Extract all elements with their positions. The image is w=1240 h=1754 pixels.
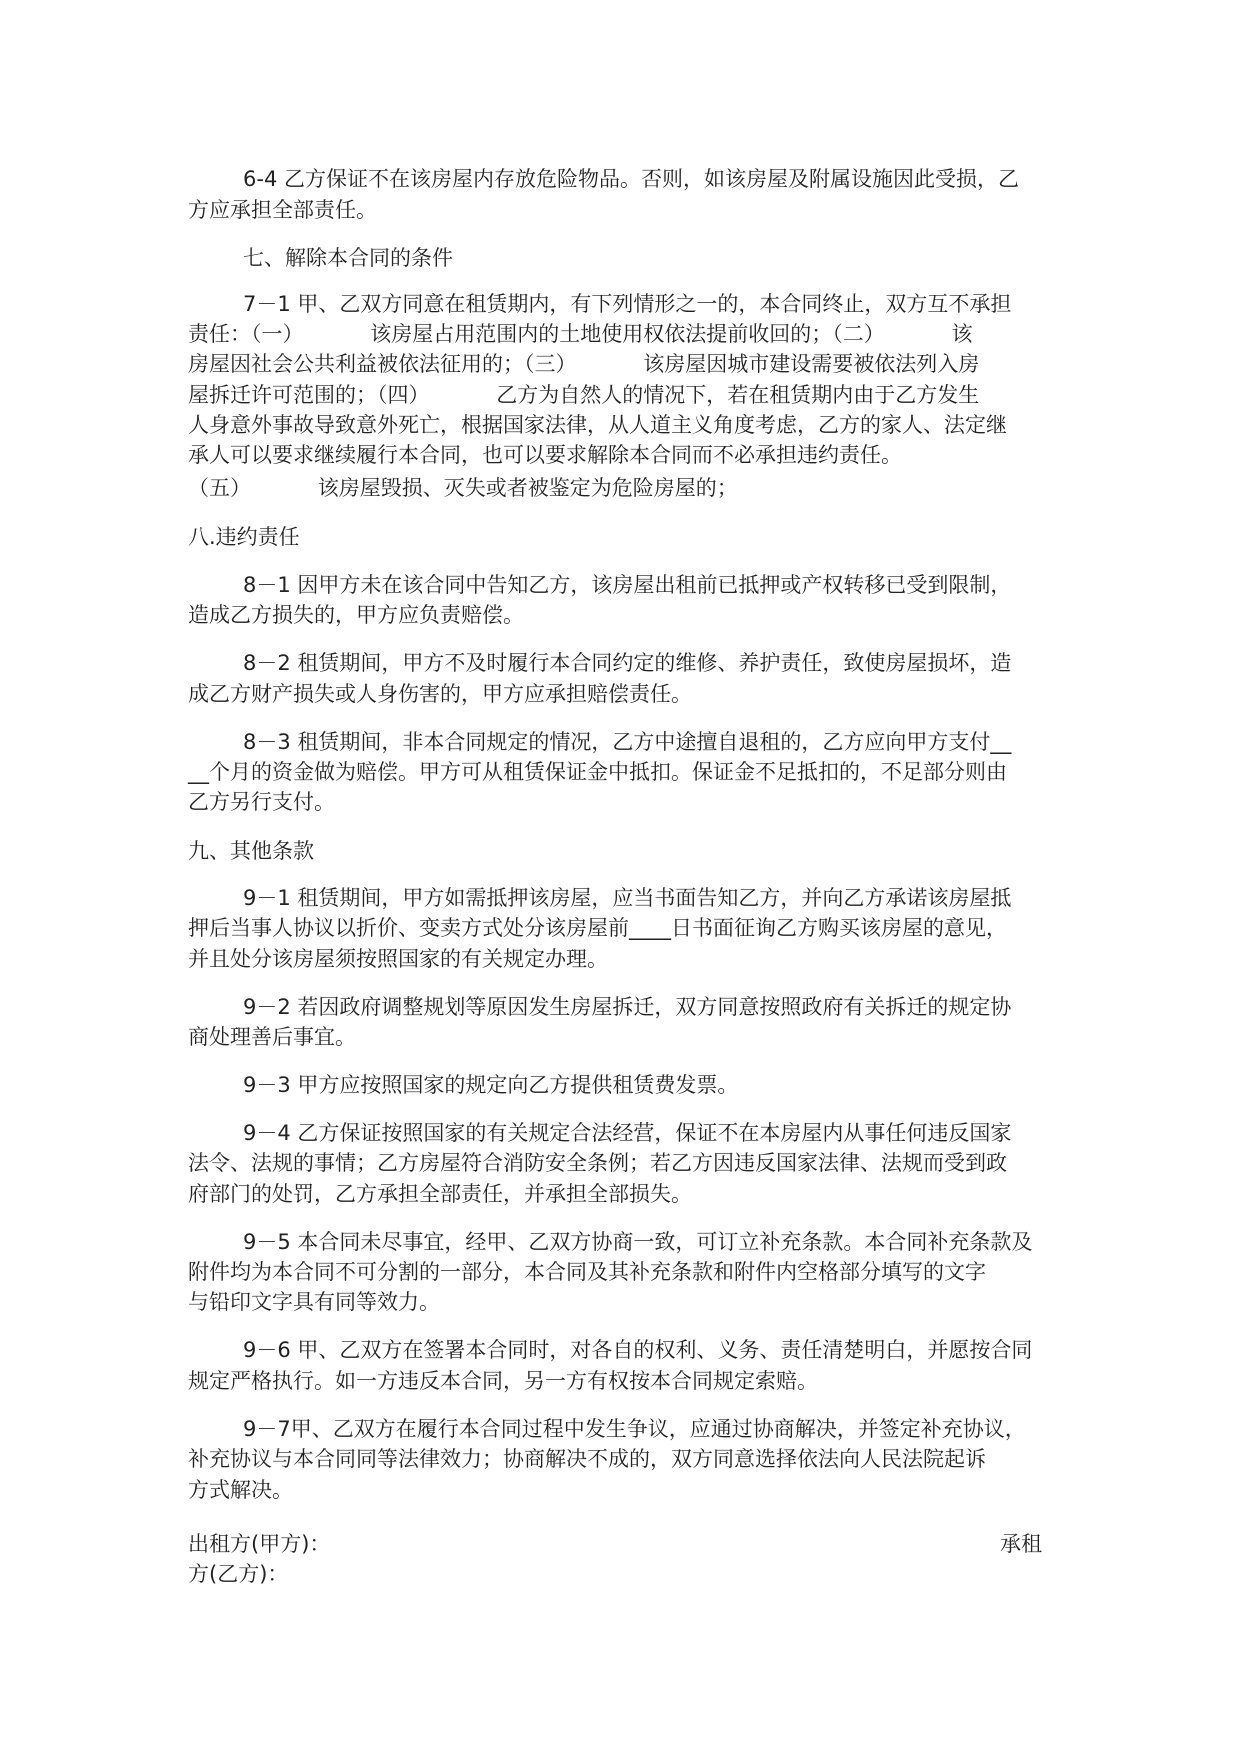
clause-9-7-line-1: 9－7甲、乙双方在履行本合同过程中发生争议，应通过协商解决，并签定补充协议， — [243, 1417, 1026, 1441]
clause-9-2-line-1: 9－2 若因政府调整规划等原因发生房屋拆迁，双方同意按照政府有关拆迁的规定协 — [243, 995, 1012, 1019]
clause-8-2-line-1: 8－2 租赁期间，甲方不及时履行本合同约定的维修、养护责任，致使房屋损坏，造 — [243, 651, 1012, 675]
clause-9-3-line-1: 9－3 甲方应按照国家的规定向乙方提供租赁费发票。 — [243, 1073, 739, 1097]
clause-7-1-line-5: 人身意外事故导致意外死亡，根据国家法律，从人道主义角度考虑，乙方的家人、法定继 — [188, 413, 1007, 437]
lessee-signature-label-part1: 承租 — [1000, 1532, 1042, 1556]
section-9-heading: 九、其他条款 — [188, 839, 314, 863]
clause-9-5-line-1: 9－5 本合同未尽事宜，经甲、乙双方协商一致，可订立补充条款。本合同补充条款及 — [243, 1230, 1033, 1254]
section-8-heading: 八.违约责任 — [188, 525, 300, 549]
clause-7-1-line-1: 7－1 甲、乙双方同意在租赁期内，有下列情形之一的，本合同终止，双方互不承担 — [243, 292, 1012, 316]
clause-9-6-line-1: 9－6 甲、乙双方在签署本合同时，对各自的权利、义务、责任清楚明白，并愿按合同 — [243, 1338, 1033, 1362]
clause-7-1-line-4: 屋拆迁许可范围的；（四） 乙方为自然人的情况下，若在租赁期内由于乙方发生 — [188, 383, 980, 407]
clause-9-4-line-1: 9－4 乙方保证按照国家的有关规定合法经营，保证不在本房屋内从事任何违反国家 — [243, 1121, 1012, 1145]
clause-9-1-line-3: 并且处分该房屋须按照国家的有关规定办理。 — [188, 947, 608, 971]
clause-9-4-line-2: 法令、法规的事情；乙方房屋符合消防安全条例；若乙方因违反国家法律、法规而受到政 — [188, 1151, 1007, 1175]
clause-9-1-line-1: 9－1 租赁期间，甲方如需抵押该房屋，应当书面告知乙方，并向乙方承诺该房屋抵 — [243, 886, 1012, 910]
clause-9-6-line-2: 规定严格执行。如一方违反本合同，另一方有权按本合同规定索赔。 — [188, 1369, 818, 1393]
clause-8-1-line-2: 造成乙方损失的，甲方应负责赔偿。 — [188, 603, 524, 627]
clause-7-1-line-2: 责任：（一） 该房屋占用范围内的土地使用权依法提前收回的；（二） 该 — [188, 322, 973, 346]
clause-6-4-line-2: 方应承担全部责任。 — [188, 198, 377, 222]
clause-8-3-line-2: __个月的资金做为赔偿。甲方可从租赁保证金中抵扣。保证金不足抵扣的，不足部分则由 — [188, 760, 1007, 784]
clause-6-4-line-1: 6-4 乙方保证不在该房屋内存放危险物品。否则，如该房屋及附属设施因此受损，乙 — [243, 167, 1019, 191]
clause-9-7-line-3: 方式解决。 — [188, 1478, 293, 1502]
clause-9-4-line-3: 府部门的处罚，乙方承担全部责任，并承担全部损失。 — [188, 1182, 692, 1206]
clause-8-3-line-3: 乙方另行支付。 — [188, 790, 335, 814]
clause-9-5-line-2: 附件均为本合同不可分割的一部分，本合同及其补充条款和附件内空格部分填写的文字 — [188, 1260, 986, 1284]
clause-8-1-line-1: 8－1 因甲方未在该合同中告知乙方，该房屋出租前已抵押或产权转移已受到限制， — [243, 573, 1012, 597]
clause-9-7-line-2: 补充协议与本合同同等法律效力；协商解决不成的，双方同意选择依法向人民法院起诉 — [188, 1447, 986, 1471]
clause-7-1-line-3: 房屋因社会公共利益被依法征用的；（三） 该房屋因城市建设需要被依法列入房 — [188, 352, 980, 376]
clause-8-2-line-2: 成乙方财产损失或人身伤害的，甲方应承担赔偿责任。 — [188, 682, 692, 706]
section-7-heading: 七、解除本合同的条件 — [243, 246, 453, 270]
lessor-signature-label: 出租方(甲方)： — [188, 1532, 331, 1556]
lessee-signature-label-part2: 方(乙方)： — [188, 1562, 289, 1586]
clause-9-2-line-2: 商处理善后事宜。 — [188, 1025, 356, 1049]
clause-9-1-line-2: 押后当事人协议以折价、变卖方式处分该房屋前____日书面征询乙方购买该房屋的意见， — [188, 916, 1007, 940]
clause-7-1-line-7: （五） 该房屋毁损、灭失或者被鉴定为危险房屋的； — [188, 476, 738, 500]
clause-9-5-line-3: 与铅印文字具有同等效力。 — [188, 1290, 440, 1314]
clause-8-3-line-1: 8－3 租赁期间，非本合同规定的情况，乙方中途擅自退租的，乙方应向甲方支付__ — [243, 730, 1012, 754]
clause-7-1-line-6: 承人可以要求继续履行本合同，也可以要求解除本合同而不必承担违约责任。 — [188, 443, 902, 467]
